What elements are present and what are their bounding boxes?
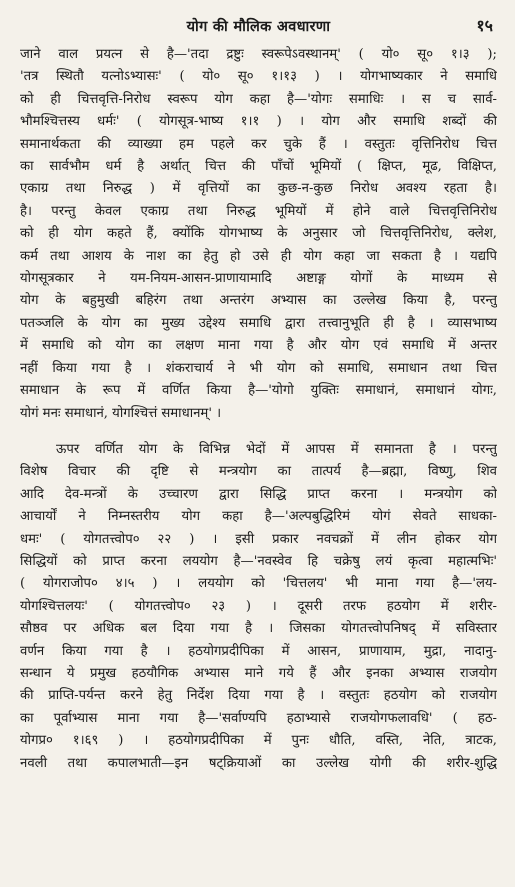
text-line: योगसूत्रकार ने यम-नियम-आसन-प्राणायामादि अष्टाङ्ग योगों के माध्यम से [20, 271, 497, 287]
text-line: योगं मनः समाधानं, योगश्चित्तं समाधानम्' । [20, 405, 222, 421]
text-line: ऊपर वर्णित योग के विभिन्न भेदों में आपस में समानता है । परन्तु [56, 441, 497, 457]
text-line: आदि देव-मन्त्रों के उच्चारण द्वारा सिद्धि प्राप्त करना । मन्त्रयोग को [20, 486, 497, 502]
text-line: आचार्यों ने निम्नस्तरीय योग कहा है—'अल्पबुद्धिरिमं योगं सेवते साधका- [20, 509, 497, 525]
text-line: धमः' ( योगतत्त्वोप० २२ ) । इसी प्रकार नवचक्रों में लीन होकर योग [20, 531, 497, 547]
text-line: को ही चित्तवृत्ति-निरोध स्वरूप योग कहा है—'योगः समाधिः । स च सार्व- [20, 91, 497, 107]
text-line: योगप्र० १।६९ ) । हठयोगप्रदीपिका में पुनः धौति, वस्ति, नेति, त्राटक, [20, 733, 497, 749]
paragraph-2 [20, 439, 497, 775]
text-line: वर्णन किया गया है । हठयोगप्रदीपिका में आसन, प्राणायाम, मुद्रा, नादानु- [20, 643, 497, 659]
text-line: की प्राप्ति-पर्यन्त करने हेतु निर्देश दिया गया है । वस्तुतः हठयोग को राजयोग [20, 688, 497, 704]
text-line: विशेष विचार की दृष्टि से मन्त्रयोग का तात्पर्य है—ब्रह्मा, विष्णु, शिव [20, 464, 497, 480]
text-line: सिद्धियों को प्राप्त करना लययोग है—'नवस्वेव हि चक्रेषु लयं कृत्वा महात्मभिः' [20, 553, 497, 569]
page-header [20, 14, 497, 44]
text-line: में समाधि को योग का लक्षण माना गया है और योग एवं समाधि में अन्तर [20, 338, 497, 354]
text-line: योग के बहुमुखी बहिरंग तथा अन्तरंग अभ्यास का उल्लेख किया है, परन्तु [20, 293, 497, 309]
paragraph-1 [20, 44, 497, 425]
text-line: सन्धान ये प्रमुख हठयौगिक अभ्यास माने गये हैं और इनका अभ्यास राजयोग [20, 665, 497, 681]
text-line: सौष्ठव पर अधिक बल दिया गया है । जिसका योगतत्त्वोपनिषद् में सविस्तार [20, 621, 497, 637]
running-title: योग की मौलिक अवधारणा [186, 18, 331, 35]
text-line: को ही योग कहते हैं, क्योंकि योगभाष्य के अनुसार जो चित्तवृत्तिनिरोध, क्लेश, [20, 226, 497, 242]
text-line: ( योगराजोप० ४।५ ) । लययोग को 'चित्तलय' भी माना गया है—'लय- [20, 576, 497, 592]
text-line: एकाग्र तथा निरुद्ध ) में वृत्तियों का कुछ-न-कुछ निरोध अवश्य रहता है। [20, 181, 497, 197]
text-line: नहीं किया गया है । शंकराचार्य ने भी योग को समाधि, समाधान तथा चित्त [20, 360, 497, 376]
text-line: पतञ्जलि के योग का मुख्य उद्देश्य समाधि द्वारा तत्त्वानुभूति ही है । व्यासभाष्य [20, 315, 497, 331]
text-line: नवली तथा कपालभाती—इन षट्क्रियाओं का उल्लेख योगी की शरीर-शुद्धि [20, 755, 497, 771]
paragraph-gap [20, 425, 497, 439]
text-line: भौमश्चित्तस्य धर्मः' ( योगसूत्र-भाष्य १।१ ) । योग और समाधि शब्दों की [20, 114, 497, 130]
text-line: का पूर्वाभ्यास माना गया है—'सर्वाण्यपि हठाभ्यासे राजयोगफलावधि' ( हठ- [20, 710, 497, 726]
page-number: १५ [476, 16, 493, 35]
text-line: समाधान के रूप में वर्णित किया है—'योगो युक्तिः समाधानं, समाधानं योगः, [20, 383, 497, 399]
text-line: का सार्वभौम धर्म है अर्थात् चित्त की पाँचों भूमियों ( क्षिप्त, मूढ, विक्षिप्त, [20, 159, 497, 175]
text-line: योगश्चित्तलयः' ( योगतत्त्वोप० २३ ) । दूसरी तरफ हठयोग में शरीर- [20, 598, 497, 614]
text-line: कर्म तथा आशय के नाश का हेतु हो उसे ही योग कहा जा सकता है । यद्यपि [20, 248, 497, 264]
text-line: समानार्थकता की व्याख्या हम पहले कर चुके हैं । वस्तुतः वृत्तिनिरोध चित्त [20, 136, 497, 152]
text-line: 'तत्र स्थितौ यत्नोऽभ्यासः' ( यो० सू० १।१३ ) । योगभाष्यकार ने समाधि [20, 69, 497, 85]
text-line: है। परन्तु केवल एकाग्र तथा निरुद्ध भूमियों में होने वाले चित्तवृत्तिनिरोध [20, 203, 497, 219]
text-line: जाने वाल प्रयत्न से है—'तदा द्रष्टुः स्वरूपेऽवस्थानम्' ( यो० सू० १।३ ); [20, 47, 497, 62]
